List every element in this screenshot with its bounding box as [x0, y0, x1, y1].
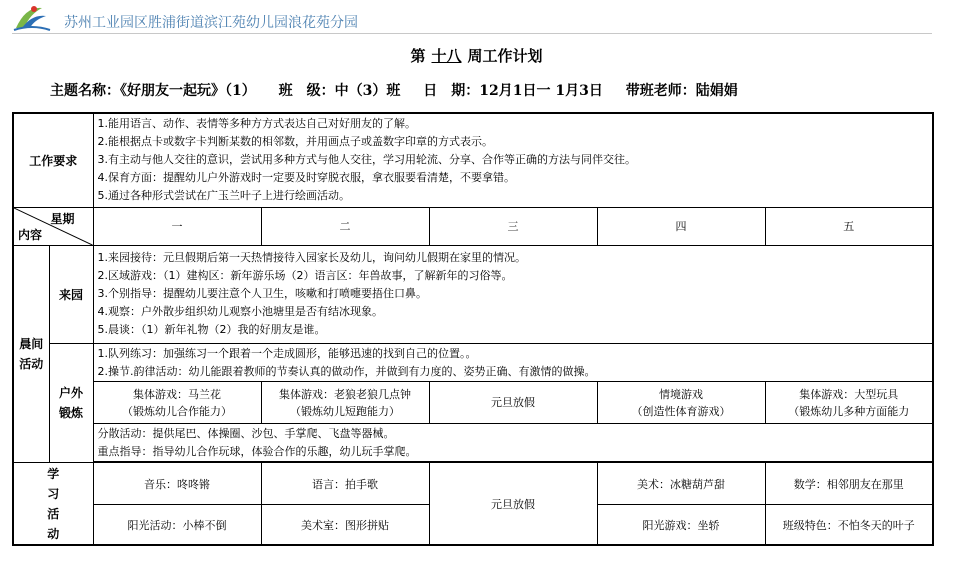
- game-cell: [93, 382, 261, 424]
- weekday-header: 四: [597, 207, 765, 245]
- work-requirements-label: 工作要求: [13, 113, 93, 207]
- game-title: 集体游戏：老狼老狼几点钟: [279, 387, 412, 401]
- outdoor-drill-row: [13, 344, 933, 382]
- morning-activity-label: [13, 245, 49, 462]
- weekday-header: 二: [261, 207, 429, 245]
- outdoor-label-line: 锻炼: [59, 406, 84, 421]
- outdoor-item: 1.队列练习：加强练习一个跟着一个走成圆形，能够迅速的找到自己的位置。。: [97, 346, 477, 360]
- outdoor-games-row: [13, 382, 933, 424]
- school-logo-icon: [12, 2, 52, 34]
- outdoor-note: 分散活动：提供尾巴、体操圈、沙包、手掌爬、飞盘等器械。: [97, 426, 395, 440]
- morning-label-line: 晨间: [19, 337, 44, 352]
- game-title: 元旦放假: [491, 396, 536, 410]
- game-title: 情境游戏: [659, 387, 704, 401]
- work-item: 5.通过各种形式尝试在广玉兰叶子上进行绘画活动。: [97, 189, 351, 203]
- weekly-plan-table: [12, 112, 934, 546]
- study-label-char: 动: [47, 526, 60, 541]
- outdoor-notes-row: [13, 424, 933, 462]
- work-item: 1.能用语言、动作、表情等多种方方式表达自己对好朋友的了解。: [97, 117, 417, 131]
- title-suffix: 周工作计划: [467, 47, 543, 65]
- game-title: 集体游戏：大型玩具: [799, 387, 899, 401]
- header-divider: [12, 33, 932, 34]
- arrival-item: 3.个别指导：提醒幼儿要注意个人卫生，咳嗽和打喷嚏要捂住口鼻。: [97, 287, 428, 301]
- study-label-char: 活: [47, 506, 60, 521]
- study-activity-cell: 语言：拍手歌: [261, 463, 429, 505]
- school-name: 苏州工业园区胜浦街道滨江苑幼儿园浪花苑分园: [64, 15, 358, 31]
- arrival-label: 来园: [49, 245, 93, 343]
- title-week-number: 十八: [431, 47, 462, 65]
- game-note: （锻炼幼儿多种方面能力: [788, 404, 910, 418]
- outdoor-exercise-label: [49, 344, 93, 463]
- class-label: 班 级：: [278, 83, 335, 99]
- class-value: 中（3）班: [334, 83, 401, 99]
- study-activity-cell: 美术：冰糖葫芦甜: [597, 463, 765, 505]
- work-requirements-row: [13, 113, 933, 207]
- study-activity-cell: 数学：相邻朋友在那里: [765, 463, 933, 505]
- weekday-header: 三: [429, 207, 597, 245]
- study-activity-label: [13, 463, 93, 545]
- arrival-row: [13, 245, 933, 343]
- study-label-char: 习: [47, 486, 60, 501]
- study-row-1: [13, 463, 933, 505]
- study-activity-cell: 阳光游戏：坐轿: [597, 505, 765, 545]
- study-activity-cell: 班级特色：不怕冬天的叶子: [765, 505, 933, 545]
- teacher-label: 带班老师：: [625, 83, 696, 99]
- work-item: 4.保育方面：提醒幼儿户外游戏时一定要及时穿脱衣服，拿衣服要看清楚，不要拿错。: [97, 171, 516, 185]
- date-value: 12月1日一 1月3日: [479, 83, 603, 99]
- plan-info-line: [50, 80, 756, 100]
- game-note: （锻炼幼儿短跑能力）: [290, 404, 401, 418]
- arrival-item: 2.区域游戏：（1）建构区：新年游乐场（2）语言区：年兽故事，了解新年的习俗等。: [97, 269, 513, 283]
- arrival-item: 1.来园接待：元旦假期后第一天热情接待入园家长及幼儿，询问幼儿假期在家里的情况。: [97, 251, 527, 265]
- outdoor-note: 重点指导：指导幼儿合作玩球，体验合作的乐趣，幼儿玩手掌爬。: [97, 444, 417, 458]
- theme-label: 主题名称：: [50, 83, 120, 99]
- arrival-content: [93, 245, 933, 343]
- study-label-char: 学: [47, 466, 60, 481]
- page-header: [0, 0, 953, 36]
- outdoor-drill-content: [93, 344, 933, 382]
- work-requirements-content: [93, 113, 933, 207]
- title-prefix: 第: [410, 47, 426, 65]
- weekday-header: 一: [93, 207, 261, 245]
- work-item: 3.有主动与他人交往的意识，尝试用多种方式与他人交往，学习用轮流、分享、合作等正确的方法与同伴交往。: [97, 153, 637, 167]
- outdoor-notes-content: [93, 424, 933, 462]
- game-cell: [597, 382, 765, 424]
- morning-label-line: 活动: [19, 357, 44, 372]
- outdoor-label-line: 户外: [59, 386, 84, 401]
- study-activity-cell: 音乐：咚咚锵: [93, 463, 261, 505]
- weekday-header: 五: [765, 207, 933, 245]
- game-title: 集体游戏：马兰花: [133, 387, 222, 401]
- game-note: （创造性体育游戏）: [631, 404, 731, 418]
- arrival-item: 5.晨谈：（1）新年礼物（2）我的好朋友是谁。: [97, 323, 326, 337]
- page-title: [0, 45, 953, 66]
- work-item: 2.能根据点卡或数字卡判断某数的相邻数，并用画点子或盖数字印章的方式表示。: [97, 135, 494, 149]
- arrival-item: 4.观察：户外散步组织幼儿观察小池塘里是否有结冰现象。: [97, 305, 384, 319]
- game-cell: [261, 382, 429, 424]
- corner-content-label: 内容: [18, 227, 43, 242]
- weekday-header-row: [13, 207, 933, 245]
- game-cell: [429, 382, 597, 424]
- weekday-corner-cell: [13, 207, 93, 245]
- study-activity-cell: 阳光活动：小棒不倒: [93, 505, 261, 545]
- game-note: （锻炼幼儿合作能力）: [122, 404, 233, 418]
- outdoor-item: 2.操节.韵律活动：幼儿能跟着教师的节奏认真的做动作，并做到有力度的、姿势正确、有激情的做操。: [97, 364, 596, 378]
- theme-value: 《好朋友一起玩》（1）: [120, 83, 256, 99]
- game-cell: [765, 382, 933, 424]
- corner-weekday-label: 星期: [50, 211, 75, 226]
- teacher-value: 陆娟娟: [695, 83, 738, 99]
- study-activity-cell: 美术室：图形拼贴: [261, 505, 429, 545]
- study-holiday-cell: 元旦放假: [429, 463, 597, 545]
- date-label: 日 期：: [423, 83, 480, 99]
